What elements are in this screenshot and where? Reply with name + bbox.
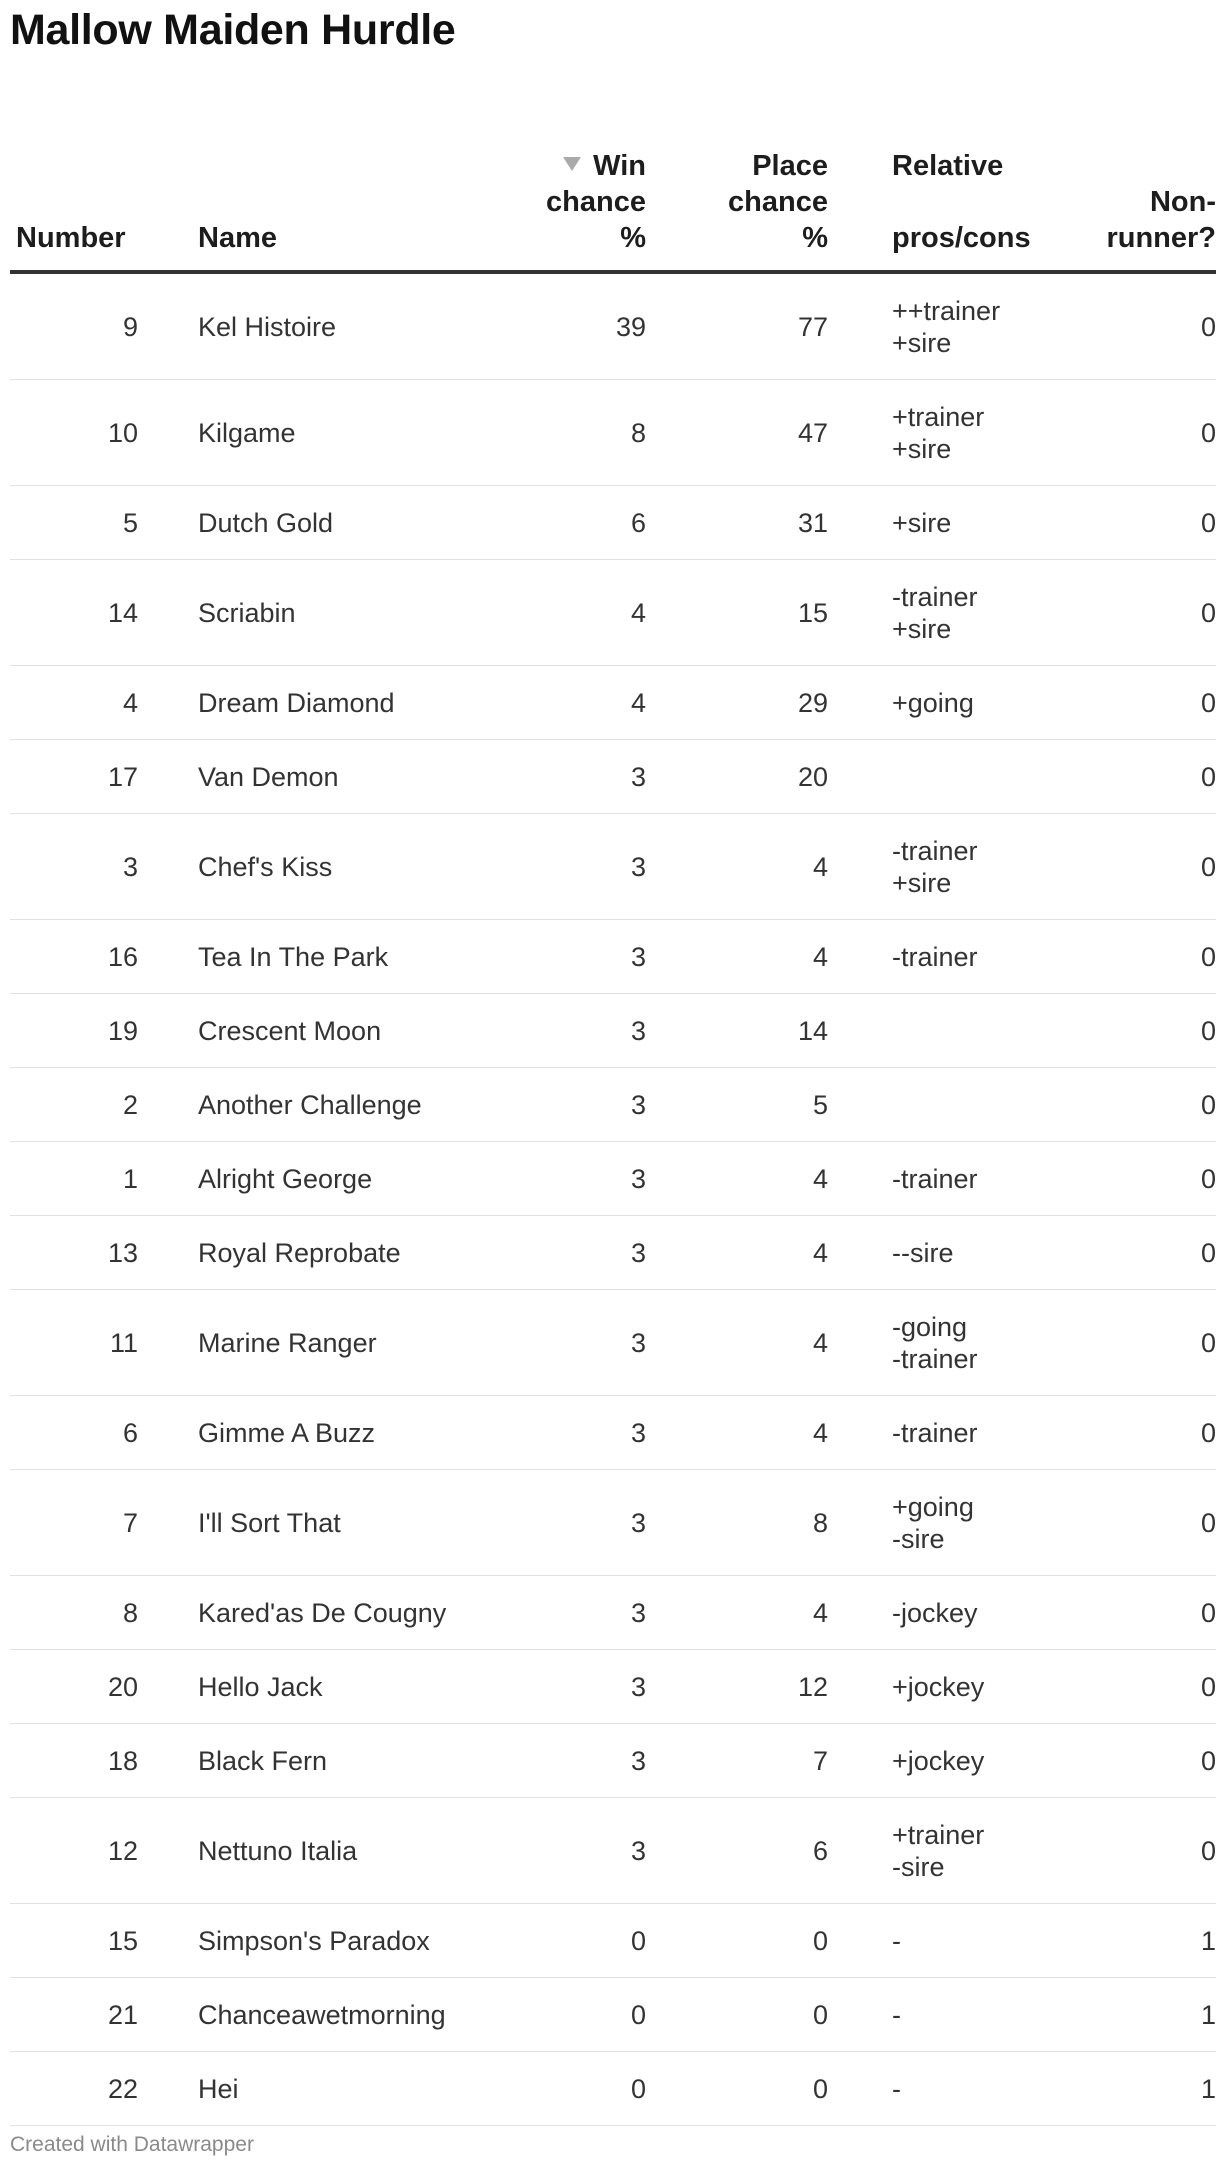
cell-non-runner: 0	[1092, 380, 1216, 486]
column-header-non-runner[interactable]	[1092, 112, 1216, 272]
cell-win-chance: 3	[528, 1142, 646, 1216]
cell-spacer	[828, 1650, 892, 1724]
cell-spacer	[138, 1396, 198, 1470]
cell-spacer	[138, 2052, 198, 2126]
cell-place-chance: 4	[646, 1396, 828, 1470]
column-header-relative[interactable]	[892, 112, 1092, 272]
cell-name: Gimme A Buzz	[198, 1396, 528, 1470]
cell-number: 11	[10, 1290, 138, 1396]
cell-place-chance: 4	[646, 1216, 828, 1290]
cell-place-chance: 4	[646, 920, 828, 994]
table-row	[10, 740, 1216, 814]
cell-place-chance: 7	[646, 1724, 828, 1798]
cell-name: Black Fern	[198, 1724, 528, 1798]
cell-number: 20	[10, 1650, 138, 1724]
cell-number: 9	[10, 272, 138, 380]
column-header-name[interactable]: Name	[198, 112, 528, 272]
cell-non-runner: 0	[1092, 1290, 1216, 1396]
cell-name: Dutch Gold	[198, 486, 528, 560]
column-spacer	[138, 112, 198, 272]
cell-non-runner: 0	[1092, 1724, 1216, 1798]
cell-name: Chanceawetmorning	[198, 1978, 528, 2052]
cell-non-runner: 0	[1092, 740, 1216, 814]
column-spacer	[828, 112, 892, 272]
sort-descending-icon	[563, 157, 581, 171]
cell-relative	[892, 740, 1092, 814]
cell-number: 15	[10, 1904, 138, 1978]
cell-place-chance: 8	[646, 1470, 828, 1576]
cell-relative: +trainer +sire	[892, 380, 1092, 486]
cell-place-chance: 0	[646, 1904, 828, 1978]
table-row	[10, 994, 1216, 1068]
column-header-place-chance[interactable]	[646, 112, 828, 272]
cell-place-chance: 0	[646, 2052, 828, 2126]
cell-relative: -	[892, 1978, 1092, 2052]
cell-relative: +jockey	[892, 1724, 1092, 1798]
cell-win-chance: 3	[528, 1216, 646, 1290]
cell-spacer	[138, 1650, 198, 1724]
cell-non-runner: 0	[1092, 1798, 1216, 1904]
cell-place-chance: 0	[646, 1978, 828, 2052]
table-row	[10, 1068, 1216, 1142]
cell-spacer	[138, 1904, 198, 1978]
cell-spacer	[138, 1576, 198, 1650]
cell-name: Crescent Moon	[198, 994, 528, 1068]
cell-relative: -	[892, 2052, 1092, 2126]
cell-win-chance: 3	[528, 1396, 646, 1470]
cell-relative: ++trainer +sire	[892, 272, 1092, 380]
table-row	[10, 814, 1216, 920]
cell-relative: -going -trainer	[892, 1290, 1092, 1396]
cell-non-runner: 0	[1092, 1142, 1216, 1216]
cell-spacer	[138, 1724, 198, 1798]
table-row	[10, 1216, 1216, 1290]
cell-spacer	[828, 560, 892, 666]
table-row	[10, 920, 1216, 994]
cell-name: Alright George	[198, 1142, 528, 1216]
cell-name: Chef's Kiss	[198, 814, 528, 920]
cell-non-runner: 0	[1092, 1068, 1216, 1142]
cell-win-chance: 3	[528, 994, 646, 1068]
cell-win-chance: 3	[528, 920, 646, 994]
place-header-line1: Place	[752, 150, 828, 182]
cell-name: Marine Ranger	[198, 1290, 528, 1396]
cell-place-chance: 5	[646, 1068, 828, 1142]
table-row	[10, 1470, 1216, 1576]
cell-number: 8	[10, 1576, 138, 1650]
cell-name: Hei	[198, 2052, 528, 2126]
cell-spacer	[828, 740, 892, 814]
cell-number: 22	[10, 2052, 138, 2126]
cell-number: 14	[10, 560, 138, 666]
cell-spacer	[828, 666, 892, 740]
cell-place-chance: 29	[646, 666, 828, 740]
cell-non-runner: 0	[1092, 1216, 1216, 1290]
cell-name: Nettuno Italia	[198, 1798, 528, 1904]
cell-relative: +jockey	[892, 1650, 1092, 1724]
cell-win-chance: 4	[528, 560, 646, 666]
column-header-win-chance[interactable]	[528, 112, 646, 272]
cell-spacer	[138, 560, 198, 666]
cell-spacer	[138, 380, 198, 486]
cell-non-runner: 0	[1092, 920, 1216, 994]
table-row	[10, 1576, 1216, 1650]
cell-spacer	[828, 920, 892, 994]
cell-number: 2	[10, 1068, 138, 1142]
cell-relative: -trainer	[892, 1396, 1092, 1470]
cell-number: 21	[10, 1978, 138, 2052]
cell-relative: +sire	[892, 486, 1092, 560]
cell-spacer	[138, 1068, 198, 1142]
cell-non-runner: 1	[1092, 1904, 1216, 1978]
cell-relative: +going	[892, 666, 1092, 740]
rel-header-line2: pros/cons	[892, 222, 1031, 254]
cell-non-runner: 0	[1092, 814, 1216, 920]
cell-name: Van Demon	[198, 740, 528, 814]
cell-non-runner: 0	[1092, 272, 1216, 380]
table-row	[10, 1978, 1216, 2052]
cell-name: Tea In The Park	[198, 920, 528, 994]
cell-non-runner: 0	[1092, 1470, 1216, 1576]
table-row	[10, 1396, 1216, 1470]
table-row	[10, 1904, 1216, 1978]
cell-win-chance: 3	[528, 1068, 646, 1142]
cell-non-runner: 0	[1092, 1396, 1216, 1470]
table-row	[10, 1290, 1216, 1396]
cell-relative: -trainer +sire	[892, 814, 1092, 920]
nr-header-line1: Non-	[1149, 186, 1216, 218]
win-header-line3: %	[620, 222, 646, 254]
cell-name: Kilgame	[198, 380, 528, 486]
win-header-line1: Win	[593, 150, 646, 182]
table-row	[10, 380, 1216, 486]
table-row	[10, 560, 1216, 666]
cell-non-runner: 0	[1092, 560, 1216, 666]
cell-non-runner: 1	[1092, 1978, 1216, 2052]
cell-place-chance: 77	[646, 272, 828, 380]
cell-number: 19	[10, 994, 138, 1068]
cell-name: Kel Histoire	[198, 272, 528, 380]
cell-name: Another Challenge	[198, 1068, 528, 1142]
header-row	[10, 112, 1216, 272]
cell-place-chance: 12	[646, 1650, 828, 1724]
footer-credit: Created with Datawrapper	[10, 2133, 254, 2156]
cell-name: Scriabin	[198, 560, 528, 666]
cell-relative: --sire	[892, 1216, 1092, 1290]
cell-name: Hello Jack	[198, 1650, 528, 1724]
cell-spacer	[828, 1216, 892, 1290]
cell-win-chance: 3	[528, 814, 646, 920]
cell-spacer	[138, 486, 198, 560]
cell-win-chance: 0	[528, 2052, 646, 2126]
cell-relative: -trainer	[892, 1142, 1092, 1216]
nr-header-line2: runner?	[1106, 222, 1216, 254]
cell-win-chance: 6	[528, 486, 646, 560]
cell-spacer	[828, 1470, 892, 1576]
table-row	[10, 1724, 1216, 1798]
cell-spacer	[138, 994, 198, 1068]
cell-non-runner: 0	[1092, 666, 1216, 740]
page-title: Mallow Maiden Hurdle	[10, 6, 456, 54]
cell-name: Royal Reprobate	[198, 1216, 528, 1290]
place-header-line3: %	[802, 222, 828, 254]
cell-number: 13	[10, 1216, 138, 1290]
race-table	[10, 112, 1216, 2126]
cell-name: Kared'as De Cougny	[198, 1576, 528, 1650]
cell-spacer	[138, 814, 198, 920]
cell-win-chance: 3	[528, 1650, 646, 1724]
cell-place-chance: 47	[646, 380, 828, 486]
cell-spacer	[138, 272, 198, 380]
cell-spacer	[828, 1798, 892, 1904]
cell-relative: +going -sire	[892, 1470, 1092, 1576]
table-row	[10, 486, 1216, 560]
cell-number: 12	[10, 1798, 138, 1904]
cell-win-chance: 3	[528, 1724, 646, 1798]
cell-relative: -trainer +sire	[892, 560, 1092, 666]
cell-win-chance: 4	[528, 666, 646, 740]
table-row	[10, 1798, 1216, 1904]
cell-spacer	[138, 1142, 198, 1216]
cell-spacer	[828, 1978, 892, 2052]
cell-spacer	[138, 1798, 198, 1904]
cell-spacer	[828, 1068, 892, 1142]
cell-win-chance: 3	[528, 1290, 646, 1396]
cell-non-runner: 0	[1092, 1650, 1216, 1724]
cell-spacer	[828, 1576, 892, 1650]
cell-spacer	[828, 1396, 892, 1470]
cell-non-runner: 0	[1092, 486, 1216, 560]
rel-header-line1: Relative	[892, 150, 1004, 182]
cell-spacer	[828, 486, 892, 560]
cell-place-chance: 20	[646, 740, 828, 814]
cell-win-chance: 3	[528, 1798, 646, 1904]
cell-win-chance: 3	[528, 1576, 646, 1650]
cell-name: Dream Diamond	[198, 666, 528, 740]
cell-win-chance: 8	[528, 380, 646, 486]
table-row	[10, 1142, 1216, 1216]
cell-win-chance: 0	[528, 1904, 646, 1978]
cell-number: 16	[10, 920, 138, 994]
cell-spacer	[828, 994, 892, 1068]
table-row	[10, 2052, 1216, 2126]
cell-non-runner: 0	[1092, 1576, 1216, 1650]
cell-win-chance: 39	[528, 272, 646, 380]
cell-spacer	[828, 1904, 892, 1978]
cell-spacer	[138, 666, 198, 740]
cell-spacer	[138, 1470, 198, 1576]
cell-number: 18	[10, 1724, 138, 1798]
cell-place-chance: 14	[646, 994, 828, 1068]
cell-spacer	[828, 2052, 892, 2126]
cell-relative	[892, 1068, 1092, 1142]
cell-spacer	[138, 1216, 198, 1290]
cell-spacer	[828, 380, 892, 486]
cell-win-chance: 3	[528, 1470, 646, 1576]
cell-spacer	[828, 1142, 892, 1216]
cell-number: 5	[10, 486, 138, 560]
cell-name: I'll Sort That	[198, 1470, 528, 1576]
cell-spacer	[138, 1978, 198, 2052]
win-header-line2: chance	[546, 186, 646, 218]
cell-number: 6	[10, 1396, 138, 1470]
cell-place-chance: 15	[646, 560, 828, 666]
cell-spacer	[828, 814, 892, 920]
cell-number: 17	[10, 740, 138, 814]
cell-place-chance: 4	[646, 814, 828, 920]
table-row	[10, 272, 1216, 380]
cell-spacer	[828, 1724, 892, 1798]
cell-relative: +trainer -sire	[892, 1798, 1092, 1904]
cell-number: 10	[10, 380, 138, 486]
table-body	[10, 272, 1216, 2126]
cell-number: 4	[10, 666, 138, 740]
cell-relative: -trainer	[892, 920, 1092, 994]
cell-place-chance: 4	[646, 1576, 828, 1650]
column-header-number[interactable]: Number	[10, 112, 138, 272]
cell-relative: -	[892, 1904, 1092, 1978]
cell-spacer	[138, 740, 198, 814]
cell-place-chance: 4	[646, 1290, 828, 1396]
cell-name: Simpson's Paradox	[198, 1904, 528, 1978]
cell-spacer	[138, 1290, 198, 1396]
cell-spacer	[828, 272, 892, 380]
cell-relative: -jockey	[892, 1576, 1092, 1650]
cell-win-chance: 3	[528, 740, 646, 814]
cell-place-chance: 6	[646, 1798, 828, 1904]
table-row	[10, 666, 1216, 740]
cell-non-runner: 1	[1092, 2052, 1216, 2126]
table-row	[10, 1650, 1216, 1724]
cell-place-chance: 4	[646, 1142, 828, 1216]
cell-win-chance: 0	[528, 1978, 646, 2052]
cell-non-runner: 0	[1092, 994, 1216, 1068]
cell-number: 1	[10, 1142, 138, 1216]
place-header-line2: chance	[728, 186, 828, 218]
cell-spacer	[138, 920, 198, 994]
cell-number: 3	[10, 814, 138, 920]
cell-relative	[892, 994, 1092, 1068]
cell-spacer	[828, 1290, 892, 1396]
cell-place-chance: 31	[646, 486, 828, 560]
cell-number: 7	[10, 1470, 138, 1576]
